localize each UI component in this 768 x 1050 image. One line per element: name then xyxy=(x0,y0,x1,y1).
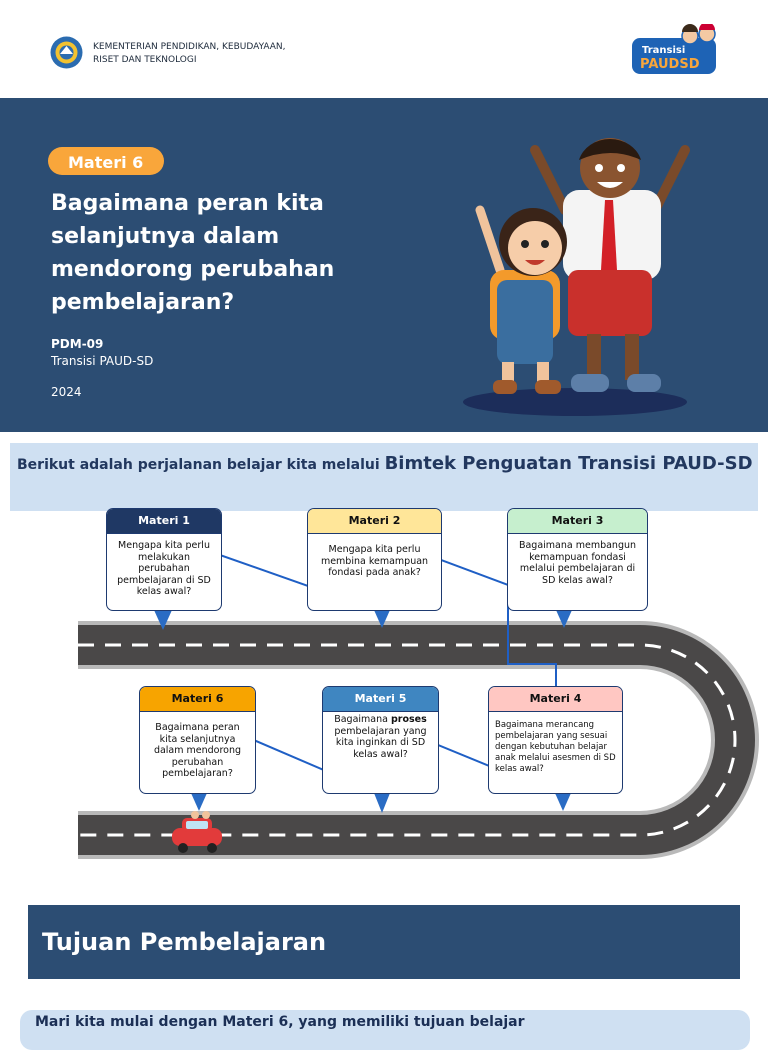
materi-card-3 xyxy=(507,508,648,611)
materi-4-label: Materi 4 xyxy=(489,687,622,712)
ministry-name xyxy=(93,41,323,67)
journey-intro-highlight: Bimtek Penguatan Transisi PAUD-SD xyxy=(384,453,753,474)
materi-3-label: Materi 3 xyxy=(508,509,647,534)
module-code: PDM-09 xyxy=(51,337,104,351)
materi-2-label: Materi 2 xyxy=(308,509,441,534)
brand-line2: PAUDSD xyxy=(640,57,700,72)
materi-card-4 xyxy=(488,686,623,794)
materi-5-text-after: pembelajaran yang kita inginkan di SD kelas awal? xyxy=(334,725,427,760)
program-name: Transisi PAUD-SD xyxy=(51,354,154,368)
year: 2024 xyxy=(51,385,82,399)
materi-5-label: Materi 5 xyxy=(323,687,438,712)
materi-card-2 xyxy=(307,508,442,611)
materi-4-text: Bagaimana merancang pembelajaran yang sesuai dengan kebutuhan belajar anak melalui asesmen di SD kelas awal? xyxy=(495,720,616,774)
materi-6-label: Materi 6 xyxy=(140,687,255,712)
materi-card-1 xyxy=(106,508,222,611)
materi-5-text xyxy=(323,712,438,760)
materi-card-5 xyxy=(322,686,439,794)
pointer-materi-5 xyxy=(374,793,390,813)
pointer-materi-4 xyxy=(555,793,571,811)
transisi-paudsd-logo xyxy=(630,24,720,80)
journey-intro-prefix: Berikut adalah perjalanan belajar kita melalui xyxy=(17,457,385,473)
materi-3-text: Bagaimana membangun kemampuan fondasi melalui pembelajaran di SD kelas awal? xyxy=(518,540,637,586)
children-illustration xyxy=(455,120,700,420)
materi-2-text: Mengapa kita perlu membina kemampuan fondasi pada anak? xyxy=(320,544,429,578)
ministry-name-line2: RISET DAN TEKNOLOGI xyxy=(93,55,197,65)
learning-goals-title: Tujuan Pembelajaran xyxy=(42,928,327,956)
next-info-text: Mari kita mulai dengan Materi 6, yang memiliki tujuan belajar xyxy=(35,1014,525,1030)
materi-card-6 xyxy=(139,686,256,794)
pointer-materi-6 xyxy=(191,793,207,811)
materi-6-text: Bagaimana peran kita selanjutnya dalam mendorong perubahan pembelajaran? xyxy=(153,722,242,779)
materi-1-text: Mengapa kita perlu melakukan perubahan pembelajaran di SD kelas awal? xyxy=(117,540,211,597)
ministry-name-line1: KEMENTERIAN PENDIDIKAN, KEBUDAYAAN, xyxy=(93,42,286,52)
brand-line1: Transisi xyxy=(642,45,686,56)
materi-1-label: Materi 1 xyxy=(107,509,221,534)
ministry-logo xyxy=(50,36,83,69)
materi-5-text-bold: proses xyxy=(391,714,427,725)
journey-intro xyxy=(17,452,757,477)
materi-5-text-before: Bagaimana xyxy=(334,714,391,725)
hero-title: Bagaimana peran kita selanjutnya dalam mendorong perubahan pembelajaran? xyxy=(51,191,335,315)
materi-badge-label: Materi 6 xyxy=(68,153,144,172)
